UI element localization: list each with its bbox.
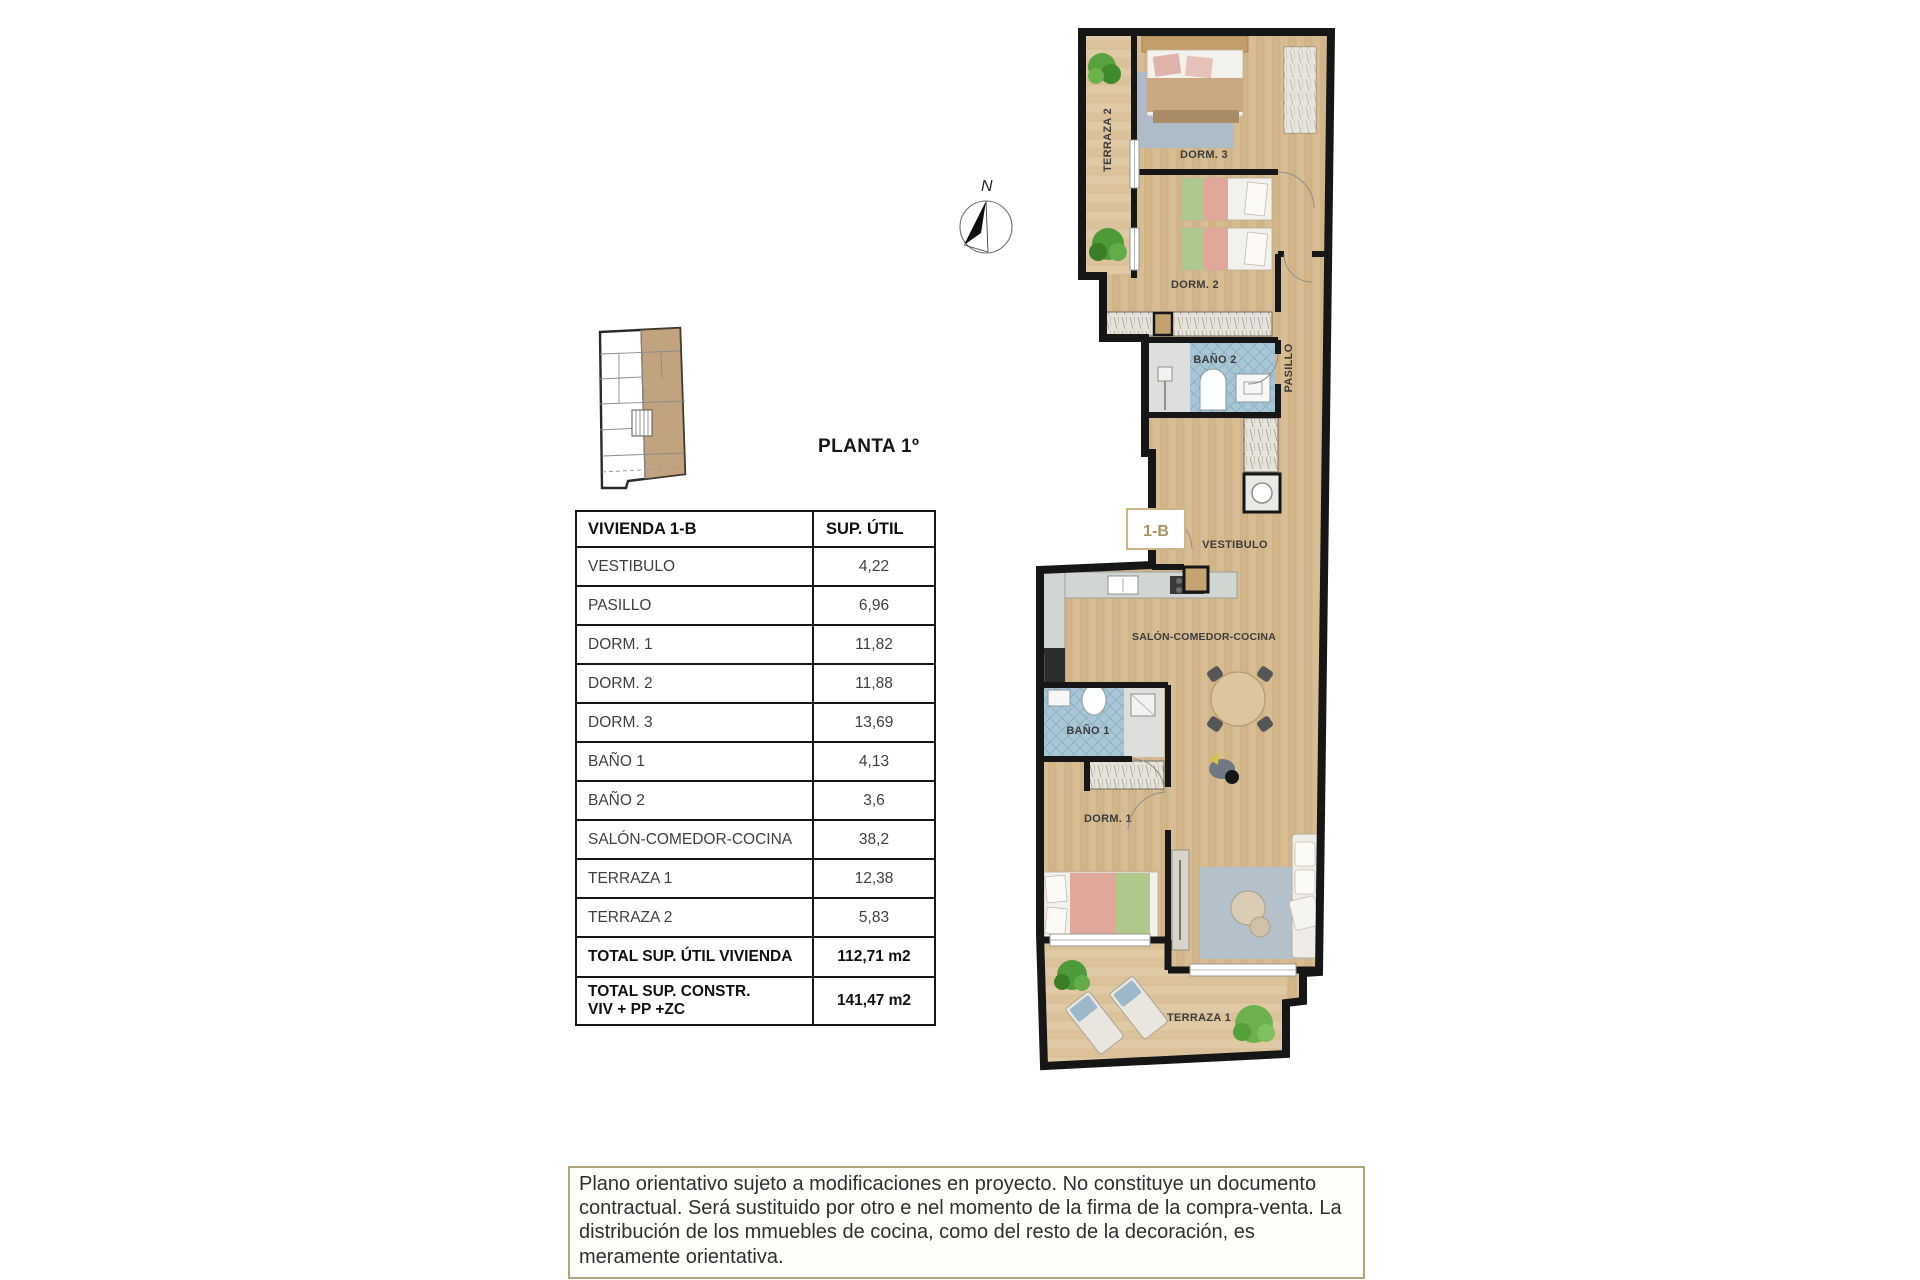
toilet-icon xyxy=(1200,369,1226,410)
table-row xyxy=(576,898,935,937)
row-label: TERRAZA 1 xyxy=(576,859,813,898)
apartment-floor-plan xyxy=(1032,22,1347,1082)
row-value: 4,22 xyxy=(813,547,935,586)
dorm2-label: DORM. 2 xyxy=(1171,279,1219,291)
table-row xyxy=(576,781,935,820)
side-table xyxy=(1250,917,1270,937)
dorm1-closet xyxy=(1089,761,1164,789)
row-label: DORM. 2 xyxy=(576,664,813,703)
row-value: 38,2 xyxy=(813,820,935,859)
terraza1-label: TERRAZA 1 xyxy=(1166,1012,1232,1024)
dorm2-closet xyxy=(1105,312,1272,336)
row-value: 6,96 xyxy=(813,586,935,625)
salon-niche xyxy=(1184,567,1208,592)
vestibulo-label: VESTIBULO xyxy=(1202,539,1268,551)
row-value: 13,69 xyxy=(813,703,935,742)
total-label: TOTAL SUP. ÚTIL VIVIENDA xyxy=(576,937,813,977)
row-label: BAÑO 2 xyxy=(576,781,813,820)
pasillo-label: PASILLO xyxy=(1283,343,1295,393)
table-row xyxy=(576,625,935,664)
unit-badge-label: 1-B xyxy=(1143,523,1169,540)
dorm3-wardrobe xyxy=(1284,47,1316,133)
laundry-closet xyxy=(1244,474,1280,512)
table-row xyxy=(576,859,935,898)
dorm3-double-bed xyxy=(1142,36,1248,123)
row-value: 4,13 xyxy=(813,742,935,781)
tv-sideboard xyxy=(1172,850,1189,950)
table-header-unit: VIVIENDA 1-B xyxy=(576,511,813,547)
row-value: 11,88 xyxy=(813,664,935,703)
dorm1-double-bed xyxy=(1044,872,1158,938)
row-label: TERRAZA 2 xyxy=(576,898,813,937)
disclaimer-text: Plano orientativo sujeto a modificaciones en proyecto. No constituye un documento contractual. Será sustituido por otro e nel momento de la firma de la compra-venta. La distribución de los mmuebles de cocina, como del resto de la decoración, es meramente orientativa. xyxy=(579,1173,1342,1268)
row-label: SALÓN-COMEDOR-COCINA xyxy=(576,820,813,859)
dorm1-label: DORM. 1 xyxy=(1084,813,1132,825)
unit-badge xyxy=(1127,509,1185,549)
table-row xyxy=(576,547,935,586)
dorm2-single-bed xyxy=(1182,228,1272,270)
row-value: 3,6 xyxy=(813,781,935,820)
row-value: 5,83 xyxy=(813,898,935,937)
disclaimer-box xyxy=(568,1166,1365,1279)
shower-head-icon xyxy=(1158,367,1172,381)
terraza2-label: TERRAZA 2 xyxy=(1102,107,1114,173)
table-row xyxy=(576,664,935,703)
table-row xyxy=(576,586,935,625)
row-label: DORM. 1 xyxy=(576,625,813,664)
row-value: 12,38 xyxy=(813,859,935,898)
dining-table xyxy=(1206,665,1274,733)
toilet-icon xyxy=(1082,685,1106,715)
salon-label: SALÓN-COMEDOR-COCINA xyxy=(1132,631,1276,643)
total-value: 141,47 m2 xyxy=(813,977,935,1025)
row-label: DORM. 3 xyxy=(576,703,813,742)
bano1-room xyxy=(1042,685,1164,757)
bano2-label: BAÑO 2 xyxy=(1193,354,1237,366)
key-plan-stairs xyxy=(632,410,652,436)
table-total-constr-row xyxy=(576,977,935,1025)
sink-icon xyxy=(1236,374,1270,402)
row-value: 11,82 xyxy=(813,625,935,664)
row-label: VESTIBULO xyxy=(576,547,813,586)
table-row xyxy=(576,820,935,859)
sink-icon xyxy=(1048,690,1070,706)
dorm2-single-bed xyxy=(1182,178,1272,220)
washing-machine-icon xyxy=(1252,483,1272,503)
bano1-label: BAÑO 1 xyxy=(1066,725,1110,737)
table-row xyxy=(576,742,935,781)
table-row xyxy=(576,703,935,742)
table-total-util-row xyxy=(576,937,935,977)
total-value: 112,71 m2 xyxy=(813,937,935,977)
table-header-sup-util: SUP. ÚTIL xyxy=(813,511,935,547)
dorm3-label: DORM. 3 xyxy=(1180,149,1228,161)
surface-areas-table xyxy=(575,510,936,1026)
page-title: PLANTA 1º xyxy=(818,436,920,457)
total-label: TOTAL SUP. CONSTR. VIV + PP +ZC xyxy=(576,977,813,1025)
building-key-plan xyxy=(588,322,698,499)
north-arrow-icon xyxy=(948,172,1026,269)
table-header-row xyxy=(576,511,935,547)
row-label: PASILLO xyxy=(576,586,813,625)
compass-north-label: N xyxy=(981,178,993,195)
row-label: BAÑO 1 xyxy=(576,742,813,781)
pasillo-wardrobe xyxy=(1244,418,1278,472)
